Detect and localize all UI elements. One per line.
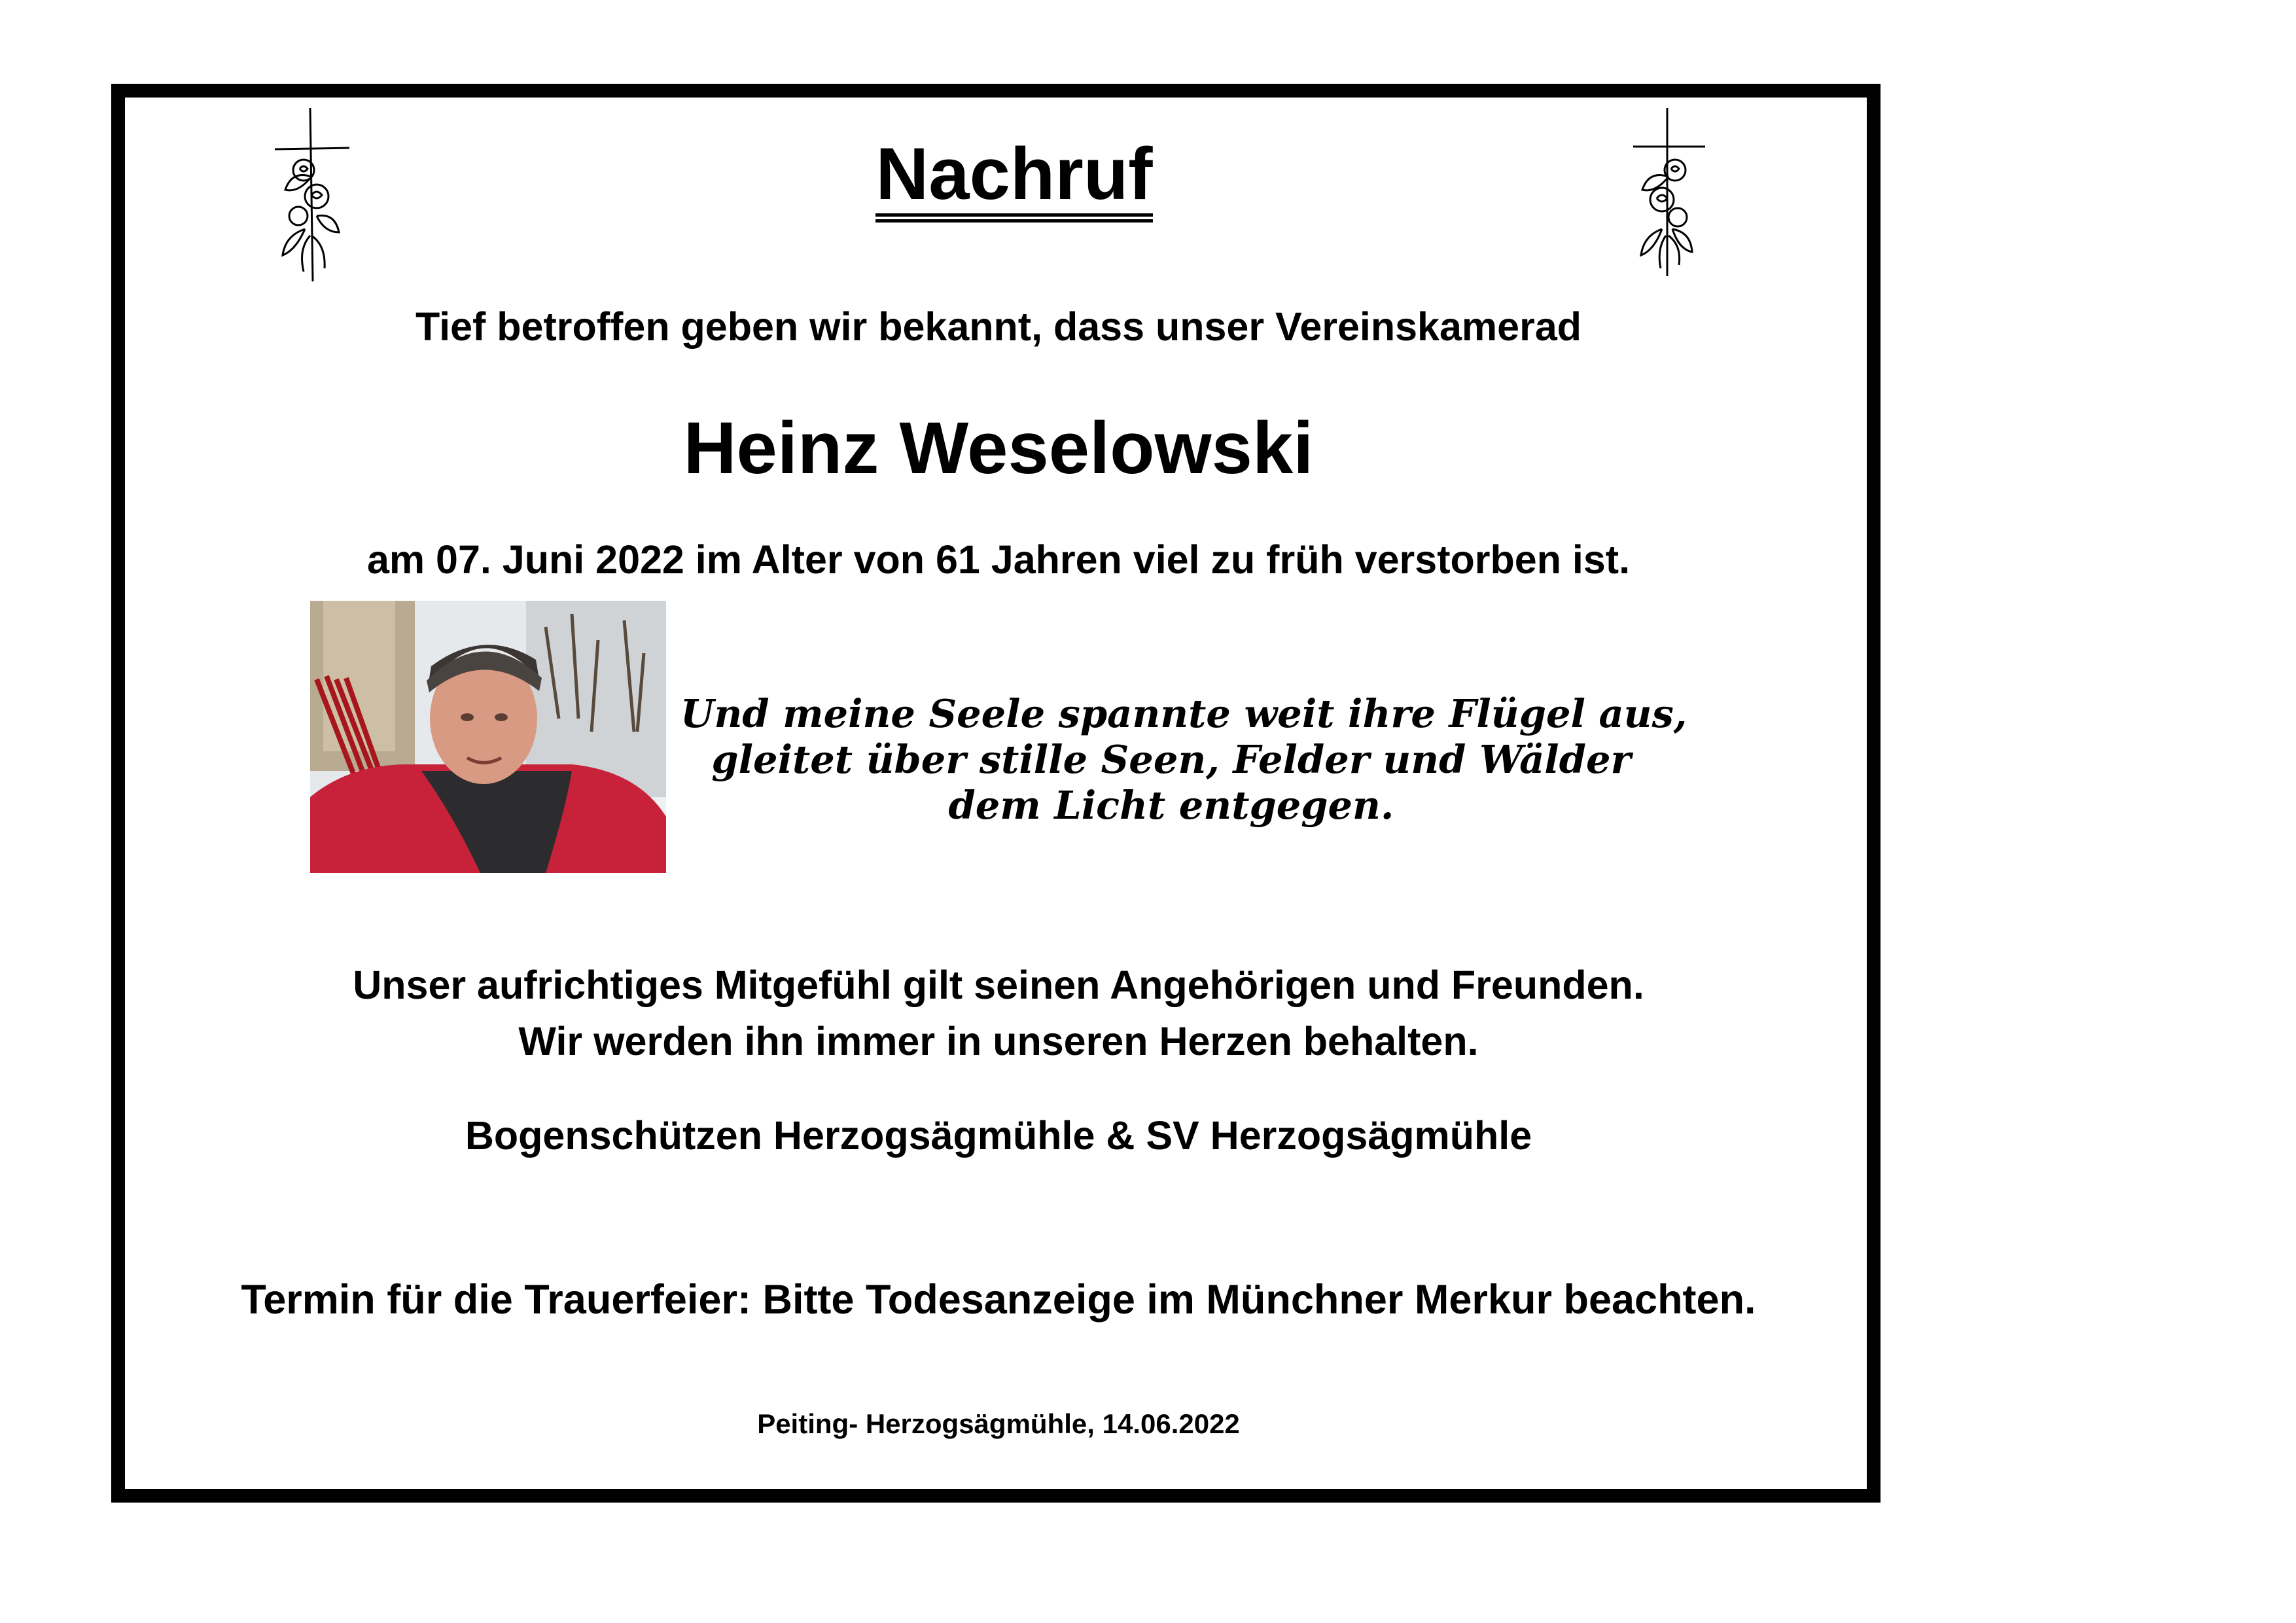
condolence-line: Unser aufrichtiges Mitgefühl gilt seinen Angehörigen und Freunden. [353,963,1644,1007]
cross-with-roses-icon [272,105,351,288]
page-title-text: Nachruf [875,137,1152,223]
dateline: Peiting- Herzogsägmühle, 14.06.2022 [757,1408,1240,1439]
memorial-verse [680,691,1687,829]
club-signature: Bogenschützen Herzogsägmühle & SV Herzogsägmühle [465,1113,1532,1158]
portrait-photo [310,601,666,873]
death-line: am 07. Juni 2022 im Alter von 61 Jahren viel zu früh verstorben ist. [366,537,1631,582]
condolence-line: Wir werden ihn immer in unseren Herzen behalten. [518,1019,1479,1063]
page-title [720,133,1309,223]
intro-text: Tief betroffen geben wir bekannt, dass unser Vereinskamerad [415,304,1582,349]
verse-line: dem Licht entgegen. [948,783,1394,828]
funeral-note: Termin für die Trauerfeier: Bitte Todesanzeige im Münchner Merkur beachten. [241,1277,1756,1323]
deceased-name: Heinz Weselowski [683,407,1314,489]
verse-line: Und meine Seele spannte weit ihre Flügel aus, [680,691,1687,736]
verse-line: gleitet über stille Seen, Felder und Wälder [711,737,1631,782]
cross-with-roses-icon [1629,105,1708,288]
